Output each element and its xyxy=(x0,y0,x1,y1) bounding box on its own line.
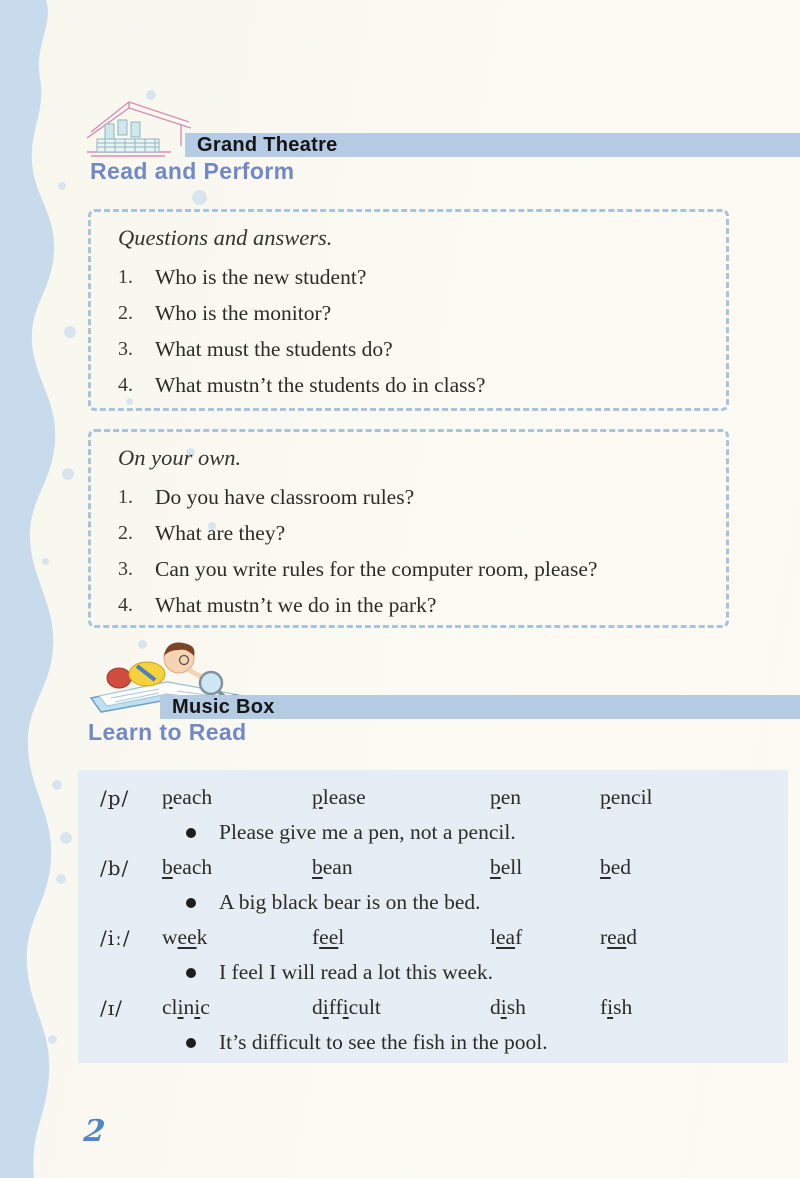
question-number: 1. xyxy=(118,485,133,508)
phonics-word: beach xyxy=(162,855,213,879)
banner-title: Music Box xyxy=(172,696,275,718)
left-wave-decoration xyxy=(0,0,64,1178)
question-item xyxy=(118,367,716,403)
phoneme-label: /iː/ xyxy=(100,925,131,950)
phonics-word: feel xyxy=(312,925,345,949)
learn-to-read-heading: Learn to Read xyxy=(88,719,247,745)
phonics-sentence-row xyxy=(78,815,788,850)
question-text: What mustn’t the students do in class? xyxy=(155,372,486,397)
question-text: Who is the new student? xyxy=(155,264,367,289)
questions-and-answers-box xyxy=(88,209,729,411)
box-title: On your own. xyxy=(118,445,242,470)
question-text: What mustn’t we do in the park? xyxy=(155,592,437,617)
question-item xyxy=(118,331,716,367)
question-number: 3. xyxy=(118,557,133,580)
phonics-word: pencil xyxy=(600,785,653,809)
phonics-panel xyxy=(78,770,788,1063)
music-box-banner xyxy=(160,695,800,719)
phonics-sentence-row xyxy=(78,885,788,920)
phonics-word: week xyxy=(162,925,208,949)
read-and-perform-heading: Read and Perform xyxy=(90,158,295,184)
question-text: What must the students do? xyxy=(155,336,393,361)
question-number: 2. xyxy=(118,301,133,324)
phonics-word: difficult xyxy=(312,995,381,1019)
question-number: 4. xyxy=(118,373,133,396)
decorative-dot xyxy=(48,1035,57,1044)
phonics-word: peach xyxy=(162,785,213,809)
on-your-own-box xyxy=(88,429,729,628)
decorative-dot xyxy=(52,780,62,790)
phoneme-label: /b/ xyxy=(100,855,130,880)
question-number: 4. xyxy=(118,593,133,616)
phonics-word: please xyxy=(312,785,366,809)
decorative-dot xyxy=(64,326,76,338)
decorative-dot xyxy=(42,558,49,565)
question-number: 3. xyxy=(118,337,133,360)
question-text: Who is the monitor? xyxy=(155,300,332,325)
phonics-word-row xyxy=(78,780,788,815)
banner-title: Grand Theatre xyxy=(197,134,338,156)
decorative-dot xyxy=(56,874,66,884)
decorative-dot xyxy=(58,182,66,190)
phonics-word-row xyxy=(78,920,788,955)
phonics-sentence: Please give me a pen, not a pencil. xyxy=(219,820,516,844)
phonics-word: pen xyxy=(490,785,522,809)
box-title: Questions and answers. xyxy=(118,225,333,250)
decorative-dot xyxy=(62,468,74,480)
question-item xyxy=(118,295,716,331)
phonics-sentence: It’s difficult to see the fish in the pool. xyxy=(219,1030,548,1054)
question-item xyxy=(118,587,716,623)
bullet-icon xyxy=(186,968,196,978)
question-number: 2. xyxy=(118,521,133,544)
question-item xyxy=(118,551,716,587)
grand-theatre-banner xyxy=(185,133,800,157)
theatre-icon xyxy=(85,94,193,160)
bullet-icon xyxy=(186,828,196,838)
phoneme-label: /ɪ/ xyxy=(100,995,123,1020)
question-text: What are they? xyxy=(155,520,286,545)
question-item xyxy=(118,515,716,551)
phonics-sentence: I feel I will read a lot this week. xyxy=(219,960,494,984)
question-item xyxy=(118,479,716,515)
question-item xyxy=(118,259,716,295)
phonics-word: bell xyxy=(490,855,523,879)
phonics-word-row xyxy=(78,850,788,885)
question-number: 1. xyxy=(118,265,133,288)
phonics-sentence-row xyxy=(78,955,788,990)
question-text: Can you write rules for the computer room, please? xyxy=(155,556,598,581)
phonics-word: bed xyxy=(600,855,632,879)
phonics-word: bean xyxy=(312,855,353,879)
decorative-dot xyxy=(60,832,72,844)
phonics-word: clinic xyxy=(162,995,210,1019)
phonics-word: read xyxy=(600,925,638,949)
bullet-icon xyxy=(186,1038,196,1048)
page-number: 2 xyxy=(82,1114,107,1149)
phonics-word: leaf xyxy=(490,925,523,949)
phonics-word: fish xyxy=(600,995,633,1019)
phonics-sentence-row xyxy=(78,1025,788,1060)
phonics-word-row xyxy=(78,990,788,1025)
bullet-icon xyxy=(186,898,196,908)
phonics-sentence: A big black bear is on the bed. xyxy=(219,890,481,914)
decorative-dot xyxy=(192,190,207,205)
phonics-word: dish xyxy=(490,995,526,1019)
phoneme-label: /p/ xyxy=(100,785,130,810)
question-text: Do you have classroom rules? xyxy=(155,484,415,509)
